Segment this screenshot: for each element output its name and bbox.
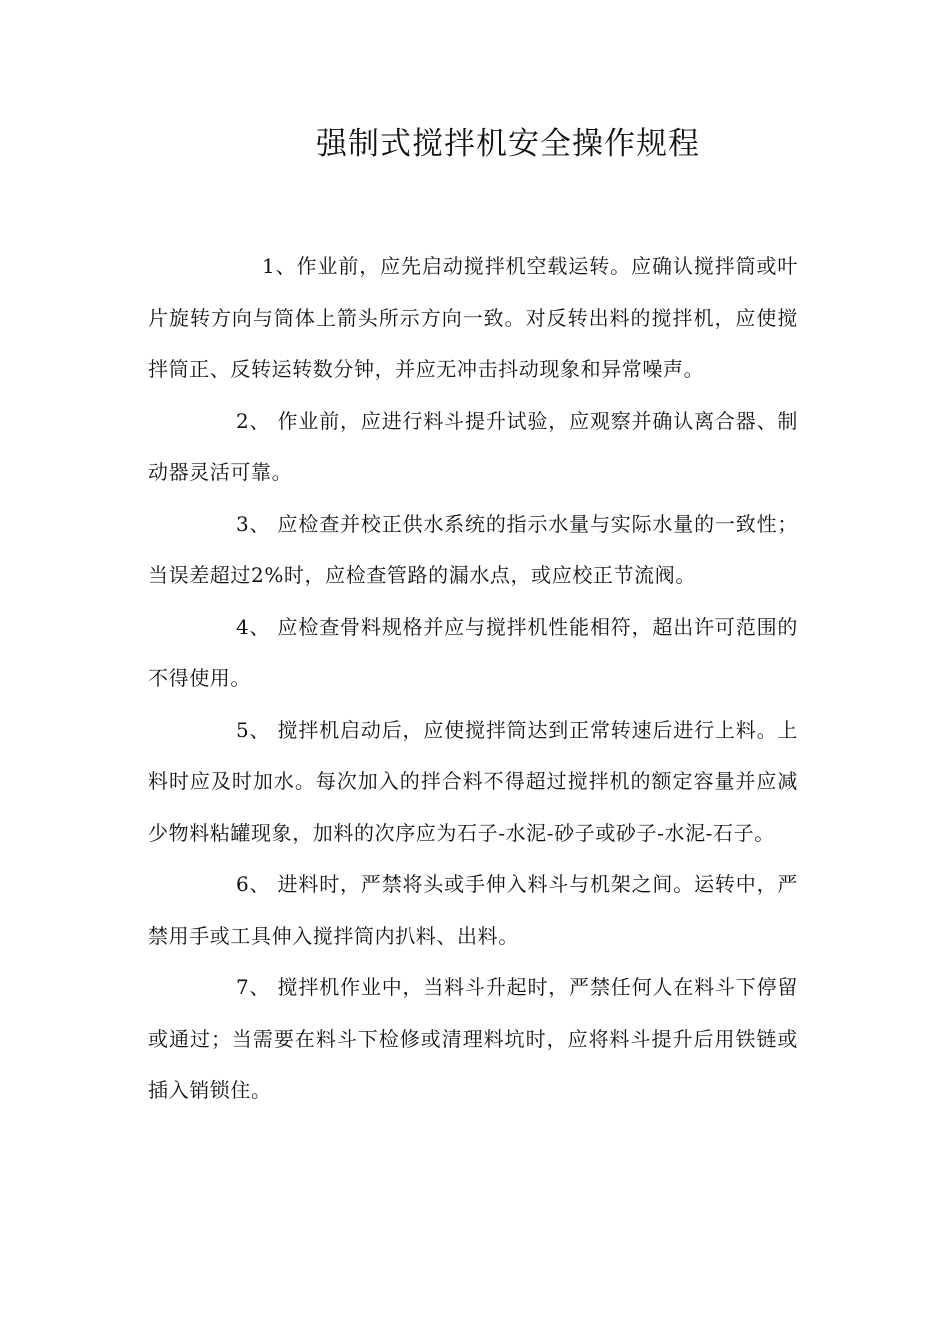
paragraph-2: 2、 作业前，应进行料斗提升试验，应观察并确认离合器、制动器灵活可靠。 bbox=[148, 408, 798, 484]
document-title: 强制式搅拌机安全操作规程 bbox=[316, 126, 700, 162]
paragraph-5: 5、 搅拌机启动后，应使搅拌筒达到正常转速后进行上料。上料时应及时加水。每次加入的拌合料不得超过搅拌机的额定容量并应减少物料粘罐现象，加料的次序应为石子-水泥-砂子或砂子-水泥-石子。 bbox=[148, 717, 798, 845]
paragraph-7: 7、 搅拌机作业中，当料斗升起时，严禁任何人在料斗下停留或通过；当需要在料斗下检修或清理料坑时，应将料斗提升后用铁链或插入销锁住。 bbox=[148, 975, 798, 1102]
paragraph-1: 1、作业前，应先启动搅拌机空载运转。应确认搅拌筒或叶片旋转方向与筒体上箭头所示方向一致。对反转出料的搅拌机，应使搅拌筒正、反转运转数分钟，并应无冲击抖动现象和异常噪声。 bbox=[148, 254, 798, 381]
paragraph-3: 3、 应检查并校正供水系统的指示水量与实际水量的一致性；当误差超过2%时，应检查管路的漏水点，或应校正节流阀。 bbox=[148, 511, 798, 587]
paragraph-6: 6、 进料时，严禁将头或手伸入料斗与机架之间。运转中，严禁用手或工具伸入搅拌筒内扒料、出料。 bbox=[148, 872, 798, 948]
document-body bbox=[148, 241, 798, 1117]
paragraph-4: 4、 应检查骨料规格并应与搅拌机性能相符，超出许可范围的不得使用。 bbox=[148, 614, 798, 690]
